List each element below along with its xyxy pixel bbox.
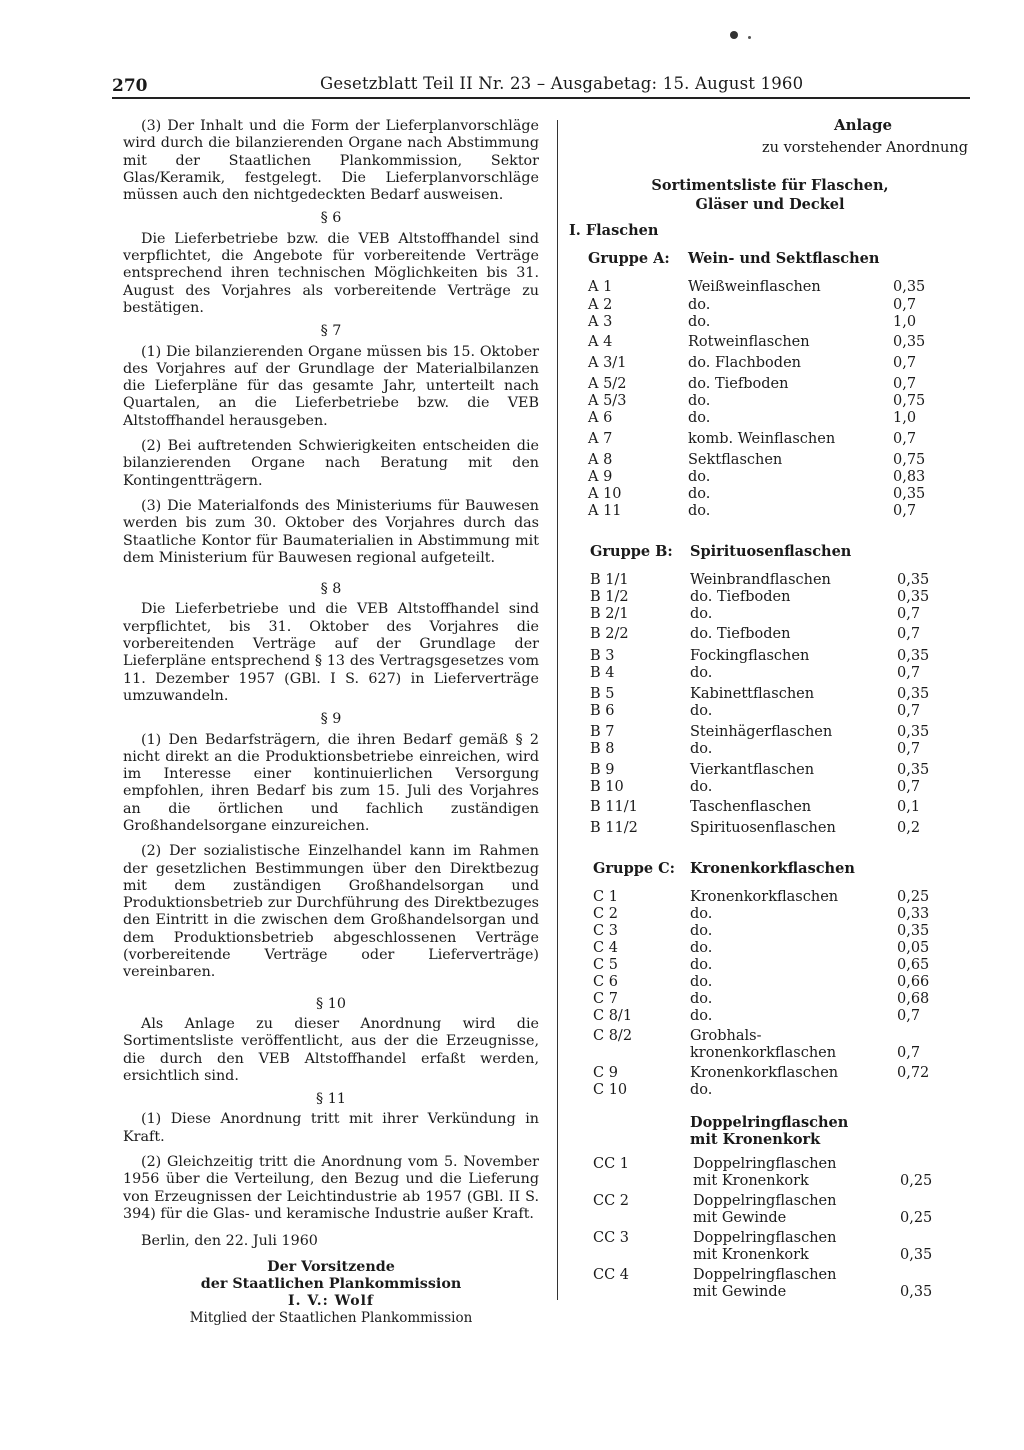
- section-heading: § 11: [316, 1091, 346, 1108]
- item-description: Doppelringflaschen mit Gewinde: [693, 1267, 837, 1300]
- item-description: Kronenkorkflaschen: [690, 1065, 839, 1081]
- item-volume: 0,2: [897, 820, 921, 836]
- subgroup-heading-line: Doppelringflaschen: [690, 1114, 849, 1131]
- item-volume: 0,7: [897, 665, 921, 681]
- ink-smudge: [730, 31, 738, 39]
- item-volume: 0,1: [897, 799, 921, 815]
- item-description: Sektflaschen: [688, 452, 783, 468]
- item-volume: 0,35: [897, 589, 930, 605]
- paragraph: Die Lieferbetriebe und die VEB Altstoffhandel sind verpflichtet, bis 31. Oktober des Vorjahres die vorbereitenden Verträge auf der Grundlage der Lieferpläne entsprechend § 13 des Vertragsgesetzes vom 11. Dezember 1957 (GBl. I S. 627) in Lieferverträge umzuwandeln.: [123, 601, 539, 704]
- left-column: [123, 118, 539, 1328]
- item-volume: 0,7: [893, 355, 917, 371]
- item-volume: 0,72: [897, 1065, 930, 1081]
- group-c-label: Kronenkorkflaschen: [690, 860, 855, 877]
- item-code: B 4: [590, 665, 615, 681]
- item-code: B 1/2: [590, 589, 629, 605]
- paragraph: (1) Diese Anordnung tritt mit ihrer Verkündung in Kraft.: [123, 1111, 539, 1145]
- item-description: do. Flachboden: [688, 355, 801, 371]
- item-code: B 2/2: [590, 626, 629, 642]
- item-code: A 4: [588, 334, 613, 350]
- section-heading: I. Flaschen: [569, 222, 659, 239]
- item-code: C 3: [593, 923, 618, 939]
- item-description: Taschenflaschen: [690, 799, 812, 815]
- item-volume: 0,7: [893, 503, 917, 519]
- item-volume: 0,66: [897, 974, 930, 990]
- signatory: I. V.: Wolf: [288, 1293, 374, 1310]
- item-code: A 5/2: [588, 376, 627, 392]
- annex-heading: Anlage: [834, 116, 892, 134]
- section-heading: § 7: [320, 323, 342, 340]
- section-heading: § 9: [320, 711, 342, 728]
- item-code: CC 4: [593, 1267, 630, 1283]
- item-code: A 6: [588, 410, 613, 426]
- item-description: do.: [688, 393, 711, 409]
- item-description: do.: [690, 957, 713, 973]
- item-code: B 8: [590, 741, 615, 757]
- item-volume: 0,7: [893, 297, 917, 313]
- group-a-code: Gruppe A:: [588, 250, 670, 267]
- item-code: B 3: [590, 648, 615, 664]
- item-volume: 0,35: [897, 923, 930, 939]
- paragraph: (2) Bei auftretenden Schwierigkeiten entscheiden die bilanzierenden Organe nach Beratung mit den Kontingentträgern.: [123, 438, 539, 489]
- item-description: do.: [690, 665, 713, 681]
- group-b-label: Spirituosenflaschen: [690, 543, 852, 560]
- item-code: A 7: [588, 431, 613, 447]
- item-volume: 0,35: [900, 1284, 933, 1300]
- item-description: do.: [690, 940, 713, 956]
- item-volume: 0,7: [897, 741, 921, 757]
- item-volume: 0,7: [893, 376, 917, 392]
- item-description: do.: [690, 923, 713, 939]
- item-description: Fockingflaschen: [690, 648, 810, 664]
- item-code: CC 1: [593, 1156, 630, 1172]
- item-description: do.: [690, 974, 713, 990]
- item-description: do.: [688, 503, 711, 519]
- item-volume: 0,7: [893, 431, 917, 447]
- item-description: do.: [688, 486, 711, 502]
- paragraph: (3) Der Inhalt und die Form der Lieferplanvorschläge wird durch die bilanzierenden Organe nach Abstimmung mit der Staatlichen Plankommission, Sektor Glas/Keramik, festgelegt. Die Lieferplanvorschläge müssen auch den nichtgedeckten Bedarf ausweisen.: [123, 118, 539, 204]
- item-code: A 8: [588, 452, 613, 468]
- paragraph: (3) Die Materialfonds des Ministeriums für Bauwesen werden bis zum 30. Oktober des Vorjahres durch das Staatliche Kontor für Baumaterialien in Abstimmung mit dem Ministerium für Bauwesen regional aufgeteilt.: [123, 497, 539, 566]
- signature-title: Der Vorsitzende: [267, 1258, 395, 1275]
- column-divider: [557, 120, 558, 1300]
- item-volume: 0,65: [897, 957, 930, 973]
- item-description: Rotweinflaschen: [688, 334, 810, 350]
- item-description: do.: [690, 1082, 713, 1098]
- item-code: A 10: [588, 486, 622, 502]
- item-volume: 0,35: [897, 724, 930, 740]
- item-description: do. Tiefboden: [690, 589, 791, 605]
- item-code: B 7: [590, 724, 615, 740]
- item-code: B 11/1: [590, 799, 638, 815]
- list-title-line: Sortimentsliste für Flaschen,: [651, 177, 889, 194]
- item-volume: 0,25: [897, 889, 930, 905]
- item-description: Kabinettflaschen: [690, 686, 815, 702]
- item-description: komb. Weinflaschen: [688, 431, 836, 447]
- item-description: Vierkantflaschen: [690, 762, 815, 778]
- item-code: A 9: [588, 469, 613, 485]
- item-volume: 0,33: [897, 906, 930, 922]
- item-description: do.: [688, 297, 711, 313]
- item-code: A 1: [588, 279, 613, 295]
- item-description: do.: [690, 906, 713, 922]
- item-description: do. Tiefboden: [690, 626, 791, 642]
- item-code: C 6: [593, 974, 618, 990]
- item-code: C 7: [593, 991, 618, 1007]
- item-description: do.: [690, 606, 713, 622]
- item-code: B 10: [590, 779, 624, 795]
- item-description: Doppelringflaschen mit Gewinde: [693, 1193, 837, 1226]
- page-title: Gesetzblatt Teil II Nr. 23 – Ausgabetag: 15. August 1960: [320, 74, 804, 93]
- item-code: C 5: [593, 957, 618, 973]
- item-code: CC 3: [593, 1230, 630, 1246]
- item-volume: 0,35: [897, 572, 930, 588]
- item-description: Kronenkorkflaschen: [690, 889, 839, 905]
- item-volume: 0,35: [893, 334, 926, 350]
- item-volume: 0,05: [897, 940, 930, 956]
- item-code: B 9: [590, 762, 615, 778]
- item-description: do.: [690, 703, 713, 719]
- paragraph: (1) Den Bedarfsträgern, die ihren Bedarf gemäß § 2 nicht direkt an die Produktionsbetriebe einreichen, wird im Interesse einer kontinuierlichen Versorgung empfohlen, ihren Bedarf bis zum 15. Juli des Vorjahres an die örtlichen und fachlich zuständigen Großhandelsorgane einzureichen.: [123, 731, 539, 834]
- item-code: C 8/1: [593, 1008, 633, 1024]
- item-description: do.: [690, 779, 713, 795]
- paragraph: (2) Gleichzeitig tritt die Anordnung vom 5. November 1956 über die Verteilung, den Bezug und die Lieferung von Erzeugnissen der Leichtindustrie ab 1957 (GBl. II S. 394) für die Glas- und keramische Industrie außer Kraft.: [123, 1154, 539, 1222]
- item-volume: 0,35: [893, 486, 926, 502]
- item-volume: 1,0: [893, 410, 917, 426]
- paragraph: Die Lieferbetriebe bzw. die VEB Altstoffhandel sind verpflichtet, die Angebote für vorbereitende Verträge entsprechend ihren technischen Möglichkeiten bis 31. August des Vorjahres als vorbereitende Verträge zu bestätigen.: [123, 230, 539, 316]
- group-b-code: Gruppe B:: [590, 543, 673, 560]
- item-code: B 2/1: [590, 606, 629, 622]
- item-volume: 0,7: [897, 1008, 921, 1024]
- item-volume: 0,35: [897, 762, 930, 778]
- group-c-code: Gruppe C:: [593, 860, 676, 877]
- header-rule: [112, 97, 970, 99]
- subgroup-heading: [690, 1114, 848, 1148]
- item-volume: 0,75: [893, 452, 926, 468]
- item-volume: 0,35: [897, 686, 930, 702]
- item-volume: 0,7: [897, 626, 921, 642]
- item-description: Weißweinflaschen: [688, 279, 821, 295]
- item-code: B 6: [590, 703, 615, 719]
- item-description: do.: [688, 410, 711, 426]
- item-volume: 0,7: [897, 1045, 921, 1061]
- page-number: 270: [112, 76, 148, 96]
- item-description: Doppelringflaschen mit Kronenkork: [693, 1230, 837, 1263]
- item-description: Steinhägerflaschen: [690, 724, 833, 740]
- item-code: C 10: [593, 1082, 628, 1098]
- item-volume: 0,7: [897, 779, 921, 795]
- item-code: CC 2: [593, 1193, 630, 1209]
- list-title-line: Gläser und Deckel: [695, 196, 845, 213]
- place-date: Berlin, den 22. Juli 1960: [141, 1233, 318, 1250]
- item-code: A 3/1: [588, 355, 627, 371]
- item-code: C 1: [593, 889, 618, 905]
- item-volume: 0,7: [897, 703, 921, 719]
- item-volume: 0,35: [897, 648, 930, 664]
- item-description: do. Tiefboden: [688, 376, 789, 392]
- item-description: Weinbrandflaschen: [690, 572, 831, 588]
- item-code: C 9: [593, 1065, 618, 1081]
- item-code: C 2: [593, 906, 618, 922]
- section-heading: § 10: [316, 995, 346, 1012]
- item-volume: 0,7: [897, 606, 921, 622]
- item-volume: 0,83: [893, 469, 926, 485]
- item-code: C 8/2: [593, 1028, 633, 1044]
- item-description: do.: [690, 991, 713, 1007]
- item-description: Spirituosenflaschen: [690, 820, 836, 836]
- section-heading: § 6: [320, 210, 342, 227]
- item-code: A 3: [588, 314, 613, 330]
- item-volume: 0,35: [900, 1247, 933, 1263]
- item-volume: 0,25: [900, 1173, 933, 1189]
- item-volume: 0,35: [893, 279, 926, 295]
- item-volume: 0,75: [893, 393, 926, 409]
- item-code: B 1/1: [590, 572, 629, 588]
- item-description: do.: [690, 741, 713, 757]
- paragraph: (1) Die bilanzierenden Organe müssen bis 15. Oktober des Vorjahres auf der Grundlage der Materialbilanzen die Lieferpläne für das gesamte Jahr, unterteilt nach Quartalen, an die Lieferbetriebe bzw. die VEB Altstoffhandel herausgeben.: [123, 343, 539, 429]
- subgroup-heading-line: mit Kronenkork: [690, 1131, 821, 1148]
- annex-subheading: zu vorstehender Anordnung: [762, 140, 969, 156]
- item-description: do.: [690, 1008, 713, 1024]
- item-description: Doppelringflaschen mit Kronenkork: [693, 1156, 837, 1189]
- item-volume: 0,25: [900, 1210, 933, 1226]
- group-a-label: Wein- und Sektflaschen: [688, 250, 880, 267]
- signatory-role: Mitglied der Staatlichen Plankommission: [189, 1310, 473, 1327]
- item-code: A 11: [588, 503, 622, 519]
- list-title: [600, 176, 940, 214]
- signature-org: der Staatlichen Plankommission: [200, 1275, 462, 1292]
- item-code: B 11/2: [590, 820, 638, 836]
- item-description: Grobhals- kronenkorkflaschen: [690, 1028, 837, 1061]
- item-description: do.: [688, 469, 711, 485]
- item-code: C 4: [593, 940, 618, 956]
- item-code: A 2: [588, 297, 613, 313]
- item-code: A 5/3: [588, 393, 627, 409]
- paragraph: Als Anlage zu dieser Anordnung wird die Sortimentsliste veröffentlicht, aus der die Erzeugnisse, die durch den VEB Altstoffhandel erfaßt werden, ersichtlich sind.: [123, 1015, 539, 1084]
- ink-dot: [748, 36, 751, 39]
- item-code: B 5: [590, 686, 615, 702]
- item-description: do.: [688, 314, 711, 330]
- item-volume: 0,68: [897, 991, 930, 1007]
- section-heading: § 8: [320, 581, 342, 598]
- item-volume: 1,0: [893, 314, 917, 330]
- paragraph: (2) Der sozialistische Einzelhandel kann im Rahmen der gesetzlichen Bestimmungen über den Direktbezug mit dem zuständigen Großhandelsorgan und Produktionsbetrieb zur Durchführung des Direktbezuges den Eintritt in die zwischen dem Großhandelsorgan und dem Produktionsbetrieb abgeschlossenen Verträge (vorbereitende Verträge oder Lieferverträge) vereinbaren.: [123, 843, 539, 981]
